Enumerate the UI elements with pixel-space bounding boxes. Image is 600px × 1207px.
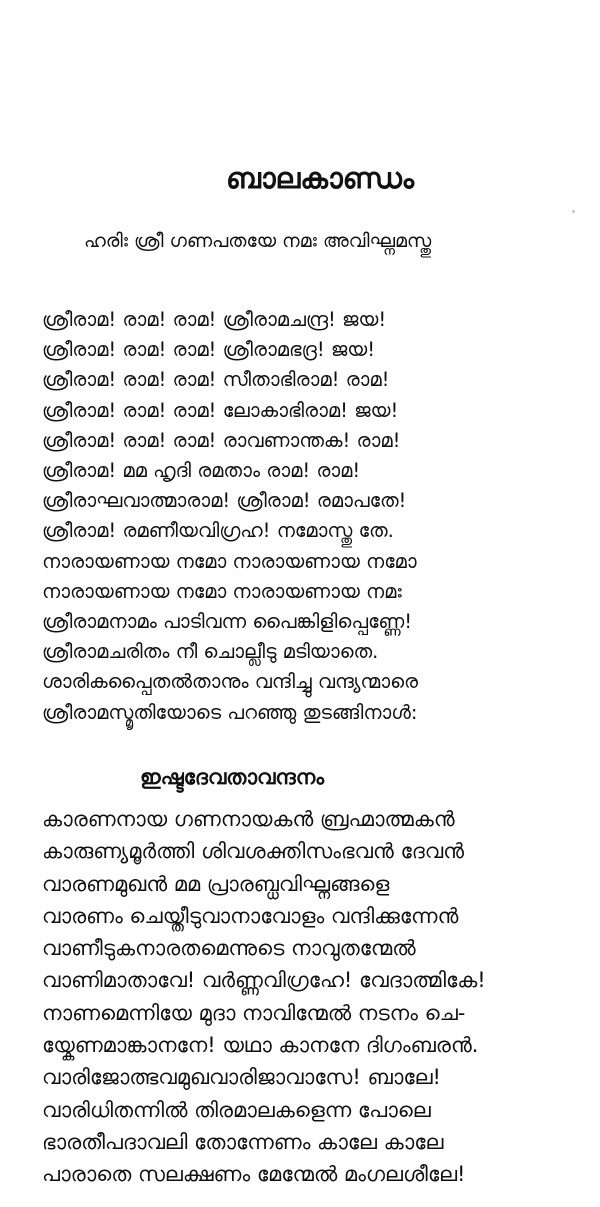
section-heading: ഇഷ്ടദേവതാവന്ദനം: [140, 765, 325, 789]
verse-line: ശ്രീരാമ! രമണീയവിഗ്രഹ! നമോസ്തു തേ.: [42, 519, 394, 543]
verse-line: ശ്രീരാമ! രാമ! രാമ! രാവണാന്തക! രാമ!: [42, 428, 401, 452]
verse-line: ശ്രീരാമ! രാമ! രാമ! സീതാഭിരാമ! രാമ!: [42, 368, 390, 392]
verse-line: കാരുണ്യമൂർത്തി ശിവശക്തിസംഭവൻ ദേവൻ: [42, 839, 465, 864]
verse-line: വാണിമാതാവേ! വർണ്ണവിഗ്രഹേ! വേദാത്മികേ!: [42, 968, 486, 993]
stanza-2: [42, 803, 486, 1191]
verse-line: ശ്രീരാഘവാത്മാരാമ! ശ്രീരാമ! രമാപതേ!: [42, 489, 407, 513]
ink-speck: [572, 210, 575, 213]
verse-line: കാരണനായ ഗണനായകൻ ബ്രഹ്മാത്മകൻ: [42, 807, 455, 831]
verse-line: വാരണമുഖൻ മമ പ്രാരബ്ധവിഘ്നങ്ങളെ: [42, 871, 390, 896]
verse-line: ശാരികപ്പൈതൽതാനും വന്ദിച്ചു വന്ദ്യന്മാരെ: [42, 670, 418, 694]
verse-line: വാരിധിതന്നിൽ തിരമാലകളെന്ന പോലെ: [42, 1097, 431, 1122]
verse-line: യ്കേണമാങ്കാനനേ! യഥാ കാനനേ ദിഗംബരൻ.: [42, 1033, 479, 1058]
verse-line: പാരാതെ സലക്ഷണം മേന്മേൽ മംഗലശീലേ!: [42, 1162, 466, 1187]
verse-line: ശ്രീരാമനാമം പാടിവന്ന പൈങ്കിളിപ്പെണ്ണേ!: [42, 610, 413, 634]
invocation-line: ഹരിഃ ശ്രീ ഗണപതയേ നമഃ അവിഘ്നമസ്തു: [84, 230, 432, 252]
verse-line: ശ്രീരാമചരിതം നീ ചൊല്ലീടു മടിയാതെ.: [42, 640, 379, 664]
verse-line: ഭാരതീപദാവലി തോന്നേണം കാലേ കാലേ: [42, 1129, 444, 1154]
verse-line: ശ്രീരാമ! രാമ! രാമ! ശ്രീരാമചന്ദ്ര! ജയ!: [42, 308, 387, 331]
verse-line: വാരണം ചെയ്തീടുവാനാവോളം വന്ദിക്കുന്നേൻ: [42, 903, 459, 928]
verse-line: ശ്രീരാമ! മമ ഹൃദി രമതാം രാമ! രാമ!: [42, 459, 361, 483]
verse-line: നാണമെന്നിയേ മുദാ നാവിന്മേൽ നടനം ചെ-: [42, 1000, 466, 1025]
chapter-title: ബാലകാണ്ഡം: [225, 161, 415, 195]
verse-line: ശ്രീരാമ! രാമ! രാമ! ലോകാഭിരാമ! ജയ!: [42, 398, 399, 422]
stanza-1: [42, 305, 418, 728]
verse-line: വാരിജോത്ഭവമുഖവാരിജാവാസേ! ബാലേ!: [42, 1065, 441, 1090]
verse-line: വാണീടുകനാരതമെന്നുടെ നാവുതന്മേൽ: [42, 936, 416, 961]
verse-line: നാരായണായ നമോ നാരായണായ നമഃ: [42, 579, 402, 603]
verse-line: നാരായണായ നമോ നാരായണായ നമോ: [42, 549, 417, 573]
verse-line: ശ്രീരാമസ്മൃതിയോടെ പറഞ്ഞു തുടങ്ങിനാൾ:: [42, 700, 418, 724]
verse-line: ശ്രീരാമ! രാമ! രാമ! ശ്രീരാമഭദ്ര! ജയ!: [42, 338, 376, 362]
